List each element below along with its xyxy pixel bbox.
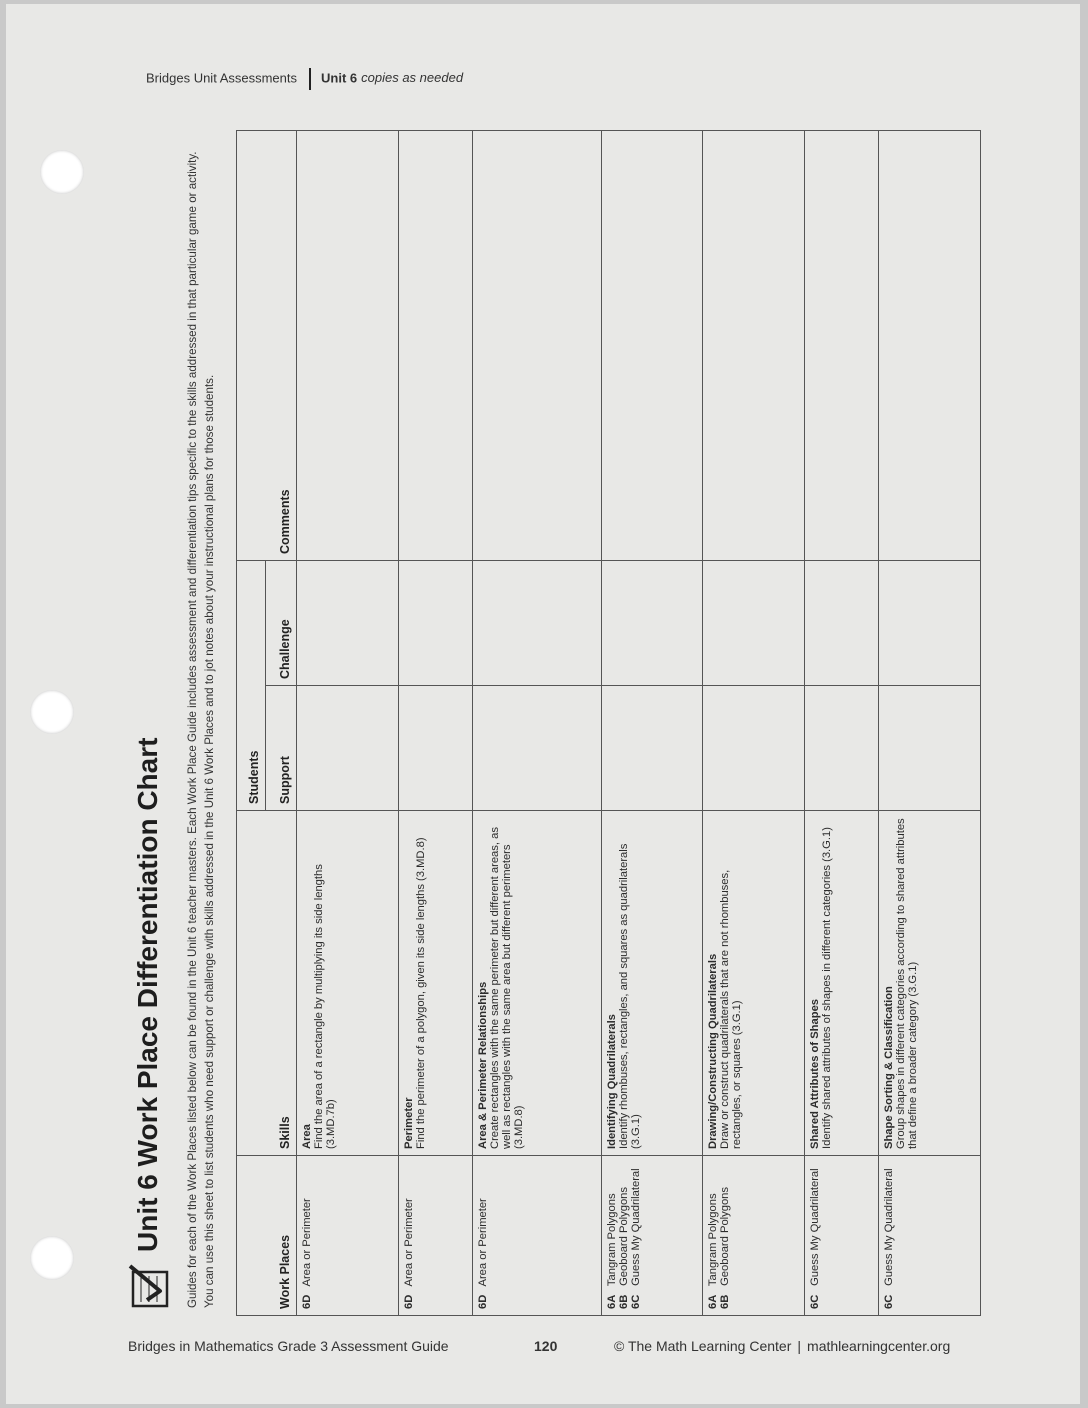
skills-cell [297,811,399,1156]
skill-name: Area & Perimeter Relationships [477,981,490,1149]
challenge-cell[interactable] [473,560,602,685]
work-place-name: Geoboard Polygons [719,1187,732,1286]
work-place-name: Area or Perimeter [402,1198,415,1287]
work-place-code: 6A [707,1294,720,1309]
header-support: Support [266,686,297,811]
comments-cell[interactable] [473,131,602,561]
footer-divider: | [797,1338,802,1354]
skill-description: Group shapes in different categories according to shared attributes that define a broader category (3.G.1) [895,818,920,1149]
work-places-cell [398,1156,472,1316]
intro-paragraph: Guides for each of the Work Places listed below can be found in the Unit 6 teacher masters. Each Work Place Guide includes assessment and differentiation tips specific to the skills addressed in that particular game or activity. You can use this sheet to list students who need support or challenge with skills addressed in the Unit 6 Work Places and to jot notes about your instructional plans for those students. [186,151,216,1308]
skills-cell [879,811,981,1156]
unit-label: Unit 6 [321,70,358,86]
work-place-item [707,1162,719,1309]
page-number: 120 [534,1338,558,1354]
challenge-cell[interactable] [601,560,703,685]
challenge-cell[interactable] [398,560,472,685]
differentiation-table [236,130,981,1316]
header-divider [309,68,311,90]
title-row [126,738,170,1308]
work-places-cell [804,1156,878,1316]
table-row [398,131,472,1316]
footer-book-title: Bridges in Mathematics Grade 3 Assessment Guide [128,1338,449,1354]
table-row [297,131,399,1316]
running-header [146,68,463,90]
work-place-item [477,1162,489,1309]
footer-credit [614,1338,950,1354]
work-place-name: Guess My Quadrilateral [883,1168,896,1286]
work-place-code: 6B [617,1294,630,1309]
work-place-item [809,1162,821,1309]
work-place-name: Area or Perimeter [477,1198,490,1287]
table-row [879,131,981,1316]
skill-description: Identify shared attributes of shapes in different categories (3.G.1) [820,827,833,1149]
work-place-code: 6C [629,1294,642,1309]
support-cell[interactable] [297,686,399,811]
website-link[interactable]: mathlearningcenter.org [807,1338,951,1354]
comments-cell[interactable] [601,131,703,561]
rotated-content [126,128,976,1316]
work-place-item [606,1162,618,1309]
work-place-code: 6C [883,1294,896,1309]
table-row [601,131,703,1316]
challenge-cell[interactable] [297,560,399,685]
table-row [804,131,878,1316]
skill-description: Find the perimeter of a polygon, given its side lengths (3.MD.8) [414,837,427,1149]
punch-hole-top [40,150,84,194]
skill-name: Perimeter [402,1097,415,1149]
work-place-name: Tangram Polygons [707,1193,720,1287]
skills-cell [473,811,602,1156]
work-place-code: 6B [719,1294,732,1309]
work-place-name: Tangram Polygons [605,1193,618,1287]
work-place-name: Guess My Quadrilateral [808,1168,821,1286]
support-cell[interactable] [398,686,472,811]
work-place-name: Geoboard Polygons [617,1187,630,1286]
work-place-code: 6D [301,1294,313,1309]
work-place-name: Area or Perimeter [301,1198,313,1287]
header-students: Students [237,560,266,810]
skill-name: Area [301,1124,313,1149]
table-header-row-1 [237,131,266,1316]
skill-name: Drawing/Constructing Quadrilaterals [707,953,720,1149]
table-row [473,131,602,1316]
skill-name: Shape Sorting & Classification [883,986,896,1149]
work-place-code: 6C [808,1294,821,1309]
skill-name: Shared Attributes of Shapes [808,998,821,1149]
skills-cell [601,811,703,1156]
work-place-code: 6A [605,1294,618,1309]
work-places-cell [601,1156,703,1316]
series-title: Bridges Unit Assessments [146,70,298,86]
page-title: Unit 6 Work Place Differentiation Chart [132,737,163,1252]
punch-hole-bottom [30,1236,74,1280]
work-place-item [630,1162,642,1309]
challenge-cell[interactable] [879,560,981,685]
work-place-item [403,1162,415,1309]
skills-cell [703,811,805,1156]
header-skills: Skills [237,811,297,1156]
punch-hole-middle [30,690,74,734]
worksheet-page [6,4,1080,1404]
work-place-code: 6D [402,1294,415,1309]
checklist-icon [127,1262,169,1308]
comments-cell[interactable] [297,131,399,561]
work-place-item [719,1162,731,1309]
skill-description: Find the area of a rectangle by multiplying its side lengths (3.MD.7b) [313,864,337,1149]
header-challenge: Challenge [266,560,297,685]
comments-cell[interactable] [703,131,805,561]
skill-name: Identifying Quadrilaterals [605,1014,618,1149]
work-place-code: 6D [477,1294,490,1309]
work-place-name: Guess My Quadrilateral [629,1168,642,1286]
work-places-cell [703,1156,805,1316]
work-place-item [618,1162,630,1309]
copyright: © The Math Learning Center [614,1338,792,1354]
support-cell[interactable] [879,686,981,811]
skill-description: Identify rhombuses, rectangles, and squares as quadrilaterals (3.G.1) [617,843,642,1149]
work-places-cell [473,1156,602,1316]
skill-description: Draw or construct quadrilaterals that are not rhombuses, rectangles, or squares (3.G.1) [719,869,744,1149]
work-place-item [883,1162,895,1309]
comments-cell[interactable] [804,131,878,561]
copies-note: copies as needed [361,70,464,86]
support-cell[interactable] [473,686,602,811]
work-places-cell [297,1156,399,1316]
challenge-cell[interactable] [804,560,878,685]
challenge-cell[interactable] [703,560,805,685]
skills-cell [398,811,472,1156]
support-cell[interactable] [804,686,878,811]
comments-cell[interactable] [879,131,981,561]
support-cell[interactable] [601,686,703,811]
skill-description: Create rectangles with the same perimeter but different areas, as well as rectangles with the same area but different perimeters (3.MD.8) [489,827,526,1149]
comments-cell[interactable] [398,131,472,561]
header-comments: Comments [237,131,297,561]
header-work-places: Work Places [237,1156,297,1316]
skills-cell [804,811,878,1156]
table-row [703,131,805,1316]
work-place-item [301,1162,313,1309]
work-places-cell [879,1156,981,1316]
support-cell[interactable] [703,686,805,811]
